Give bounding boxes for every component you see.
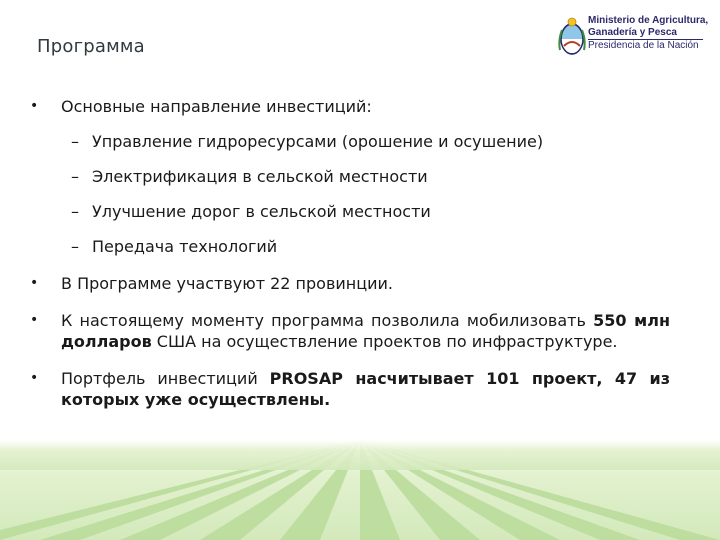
floor-decoration: [0, 440, 720, 540]
bullet-item: [30, 273, 670, 294]
sub-item-text: Улучшение дорог в сельской местности: [92, 202, 431, 221]
bullet-item: [30, 96, 670, 117]
bullet-item: [30, 368, 670, 410]
bullet-icon: •: [30, 312, 39, 328]
dash-icon: –: [71, 202, 79, 221]
bullet-text: Основные направление инвестиций:: [61, 97, 372, 116]
slide-title: Программа: [37, 36, 145, 57]
coat-of-arms-icon: [558, 16, 586, 58]
sub-item-text: Управление гидроресурсами (орошение и осушение): [92, 132, 544, 151]
bullet-text: В Программе участвуют 22 провинции.: [61, 274, 394, 293]
bullet-icon: •: [30, 370, 39, 386]
bullet-text-pre: К настоящему моменту программа позволила мобилизовать: [61, 311, 594, 330]
sub-item: [30, 131, 670, 152]
bullet-icon: •: [30, 98, 39, 114]
dash-icon: –: [71, 167, 79, 186]
logo-line-1: Ministerio de Agricultura,: [588, 15, 709, 26]
ministry-logo: [558, 12, 710, 64]
bullet-text-bold: PROSAP насчитывает 101 проект, 47 из которых уже осуществлены.: [61, 369, 671, 409]
dash-icon: –: [71, 132, 79, 151]
bullet-icon: •: [30, 275, 39, 291]
bullet-item: [30, 310, 670, 352]
bullet-text-bold: 550 млн долларов: [61, 311, 671, 351]
sub-item-text: Передача технологий: [92, 237, 278, 256]
logo-line-2: Ganadería y Pesca: [588, 27, 677, 38]
sub-item-text: Электрификация в сельской местности: [92, 167, 428, 186]
bullet-text-post: США на осуществление проектов по инфраструктуре.: [151, 332, 618, 351]
sub-item: [30, 236, 670, 257]
dash-icon: –: [71, 237, 79, 256]
sub-item: [30, 201, 670, 222]
sub-item: [30, 166, 670, 187]
logo-text: [588, 15, 708, 52]
slide-content: [30, 96, 670, 410]
logo-line-3: Presidencia de la Nación: [588, 39, 703, 52]
bullet-text-pre: Портфель инвестиций: [61, 369, 270, 388]
